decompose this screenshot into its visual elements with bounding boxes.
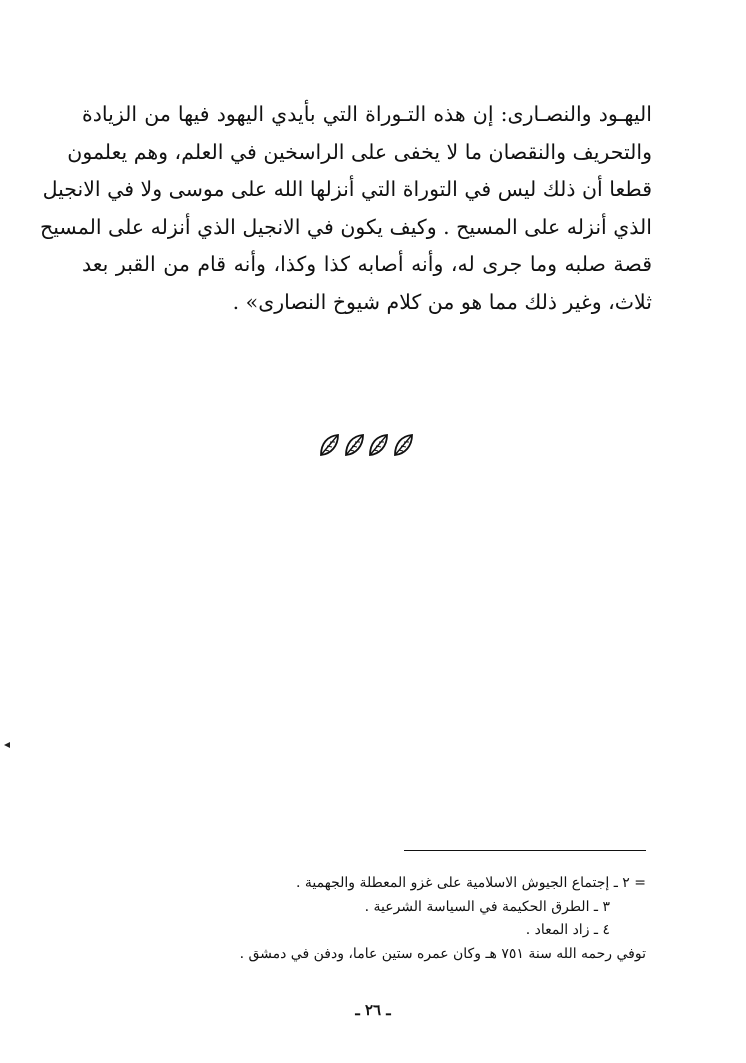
section-ornament: [318, 432, 414, 460]
text-line: والتحريف والنقصان ما لا يخفى على الراسخين في العلم، وهم يعلمون: [67, 139, 652, 164]
footnote-line: ٤ ـ زاد المعاد .: [525, 922, 610, 938]
text-line: الذي أنزله على المسيح . وكيف يكون في الانجيل الذي أنزله على المسيح: [40, 214, 652, 239]
page-number: ـ ٢٦ ـ: [355, 1001, 391, 1019]
leaf-ornament-icon: [318, 432, 340, 458]
footnote-line: ٣ ـ الطرق الحكيمة في السياسة الشرعية .: [364, 898, 610, 915]
margin-mark: [4, 742, 10, 748]
main-text: [40, 96, 652, 321]
leaf-ornament-icon: [343, 432, 365, 458]
leaf-ornament-icon: [392, 432, 414, 458]
leaf-ornament-icon: [367, 432, 389, 458]
text-line: قصة صلبه وما جرى له، وأنه أصابه كذا وكذا، وأنه قام من القبر بعد: [82, 252, 652, 276]
footnotes: [232, 872, 646, 966]
text-line: ثلاث، وغير ذلك مما هو من كلام شيوخ النصارى» .: [232, 289, 652, 314]
footnote-line: = ٢ ـ إجتماع الجيوش الاسلامية على غزو المعطلة والجهمية .: [295, 875, 646, 891]
footnote-line: توفي رحمه الله سنة ٧٥١ هـ وكان عمره ستين عاما، ودفن في دمشق .: [239, 945, 646, 962]
footnote-separator: [404, 850, 646, 851]
text-line: اليهـود والنصـارى: إن هذه التـوراة التي بأيدي اليهود فيها من الزيادة: [82, 102, 652, 126]
text-line: قطعا أن ذلك ليس في التوراة التي أنزلها الله على موسى ولا في الانجيل: [42, 177, 652, 201]
